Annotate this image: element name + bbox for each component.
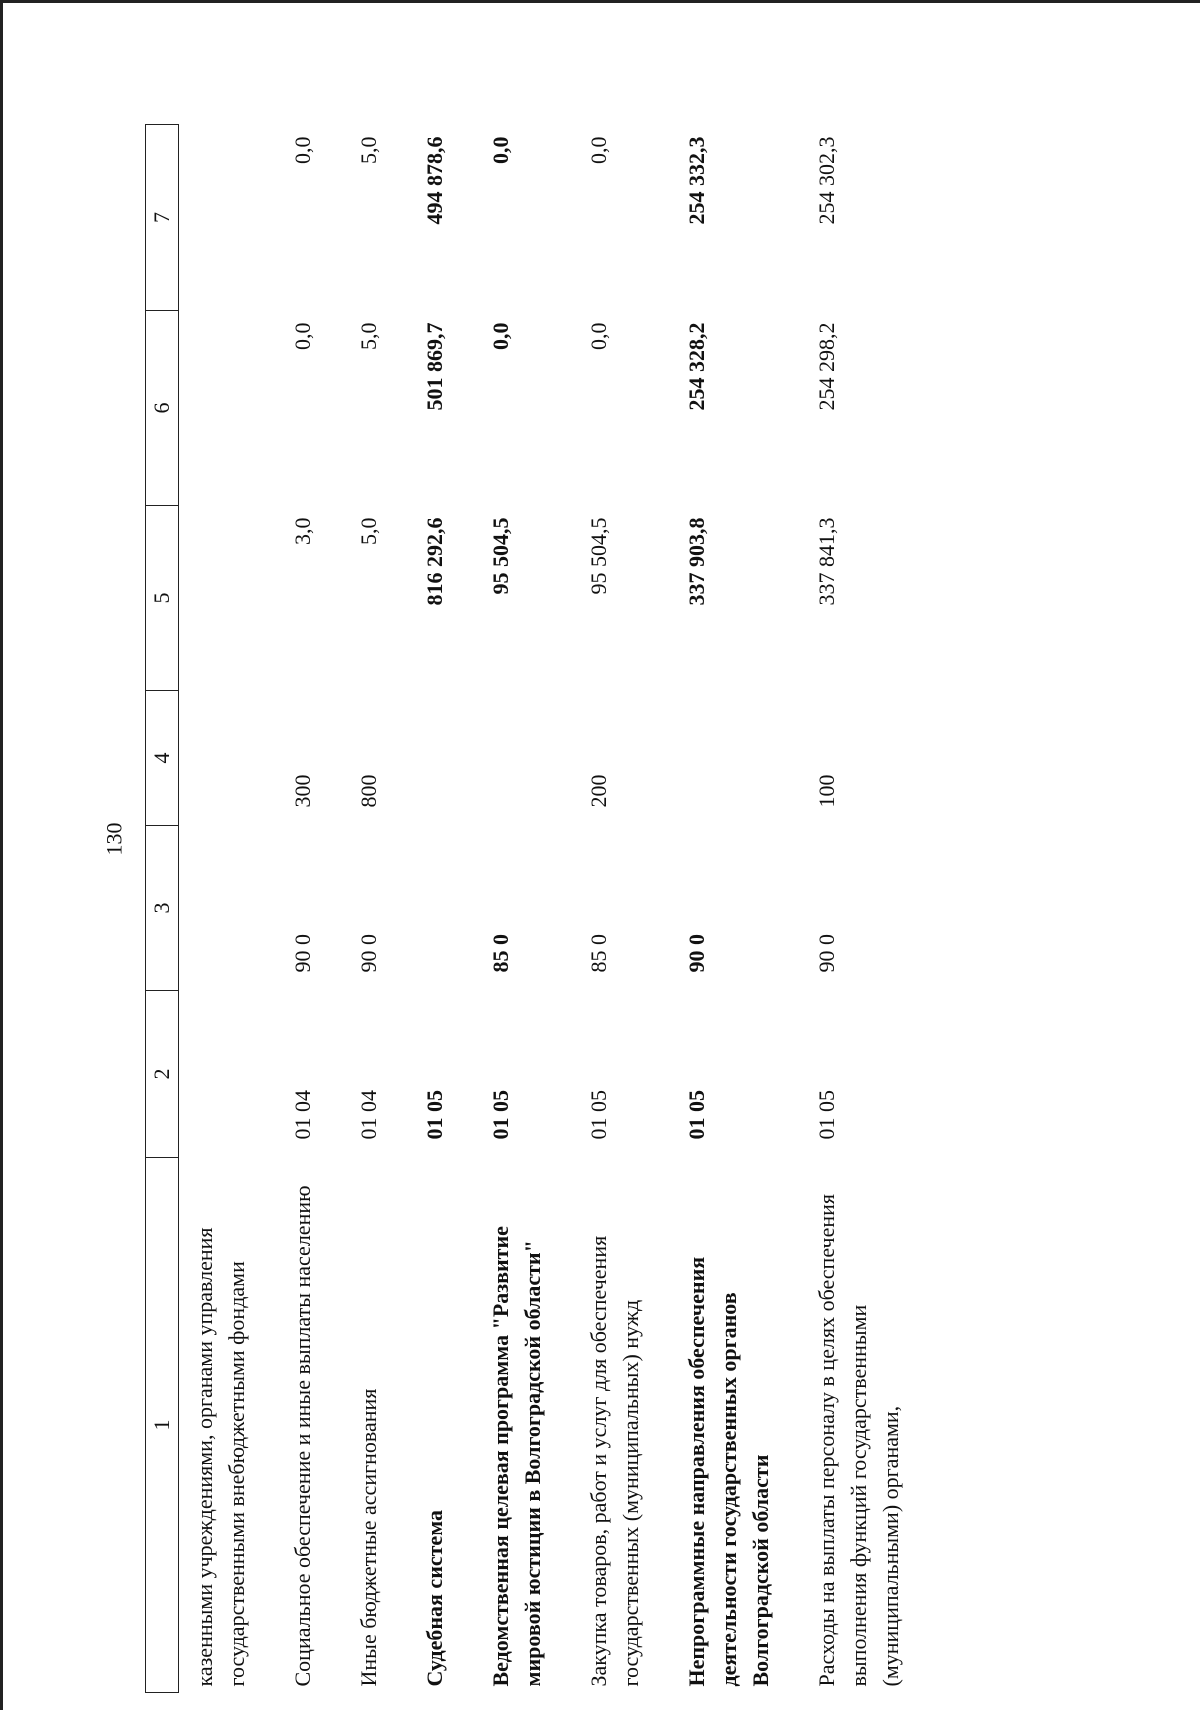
row-amount-col5: 3,0 [290, 517, 315, 545]
page-number: 130 [101, 822, 127, 856]
row-expense-type: 200 [586, 774, 611, 808]
row-amount-col5: 337 841,3 [814, 517, 839, 606]
row-section-code: 01 05 [422, 1090, 447, 1140]
header-cell-5: 5 [146, 506, 179, 691]
row-amount-col5: 337 903,8 [684, 517, 709, 606]
row-section-code: 01 04 [290, 1090, 315, 1140]
row-amount-col7: 254 332,3 [684, 136, 709, 225]
row-section-code: 01 05 [488, 1090, 513, 1140]
row-expense-type: 800 [356, 774, 381, 808]
row-article-code: 90 0 [356, 934, 381, 973]
header-cell-1: 1 [146, 1158, 179, 1693]
scan-edge-top [0, 0, 1200, 3]
row-amount-col7: 5,0 [356, 136, 381, 164]
table-row [331, 125, 397, 1693]
table-row [659, 125, 789, 1693]
row-section-code [179, 991, 266, 1158]
row-section-code: 01 05 [684, 1090, 709, 1140]
table-row [265, 125, 331, 1693]
row-amount-col7: 254 302,3 [814, 136, 839, 225]
table-row [561, 125, 659, 1693]
row-amount-col6: 0,0 [488, 322, 513, 350]
row-name: казенными учреждениями, органами управления государственными внебюджетными фондами [192, 1227, 249, 1687]
row-name: Иные бюджетные ассигнования [356, 1388, 381, 1687]
row-expense-type [659, 691, 789, 826]
row-name: Социальное обеспечение и иные выплаты населению [290, 1185, 315, 1687]
row-amount-col6: 0,0 [586, 322, 611, 350]
row-amount-col7: 0,0 [488, 136, 513, 164]
row-amount-col7: 0,0 [586, 136, 611, 164]
row-amount-col7: 0,0 [290, 136, 315, 164]
row-name: Закупка товаров, работ и услуг для обеспечения государственных (муниципальных) нужд [586, 1235, 643, 1687]
row-amount-col6 [179, 311, 266, 506]
row-amount-col6: 0,0 [290, 322, 315, 350]
row-article-code: 85 0 [488, 934, 513, 973]
row-amount-col5: 816 292,6 [422, 517, 447, 606]
row-amount-col6: 501 869,7 [422, 322, 447, 411]
row-section-code: 01 05 [586, 1090, 611, 1140]
row-article-code [179, 826, 266, 991]
rotated-table-container [145, 63, 1175, 1693]
header-cell-6: 6 [146, 311, 179, 506]
table-row [179, 125, 266, 1693]
row-amount-col7 [179, 125, 266, 311]
row-section-code: 01 04 [356, 1090, 381, 1140]
row-expense-type: 300 [290, 774, 315, 808]
row-article-code: 90 0 [290, 934, 315, 973]
row-name: Судебная система [422, 1509, 447, 1687]
row-article-code [397, 826, 463, 991]
row-expense-type [179, 691, 266, 826]
row-name: Непрограммные направления обеспечения деятельности государственных органов Волгоградской области [684, 1256, 773, 1687]
row-article-code: 90 0 [814, 934, 839, 973]
table-row [463, 125, 561, 1693]
table-row [789, 125, 919, 1693]
row-amount-col6: 5,0 [356, 322, 381, 350]
header-row [146, 125, 179, 1693]
row-article-code: 85 0 [586, 934, 611, 973]
row-amount-col5 [179, 506, 266, 691]
header-cell-4: 4 [146, 691, 179, 826]
scan-edge-left [0, 0, 3, 1710]
row-amount-col7: 494 878,6 [422, 136, 447, 225]
row-expense-type [397, 691, 463, 826]
row-amount-col5: 95 504,5 [488, 517, 513, 595]
row-amount-col6: 254 328,2 [684, 322, 709, 411]
row-name: Ведомственная целевая программа "Развитие мировой юстиции в Волгоградской области" [488, 1226, 545, 1687]
row-section-code: 01 05 [814, 1090, 839, 1140]
row-amount-col5: 5,0 [356, 517, 381, 545]
budget-table [145, 124, 919, 1693]
row-name: Расходы на выплаты персоналу в целях обеспечения выполнения функций государственными (муниципальными) органами, [814, 1193, 903, 1687]
row-article-code: 90 0 [684, 934, 709, 973]
table-row [397, 125, 463, 1693]
row-expense-type: 100 [814, 774, 839, 808]
row-expense-type [463, 691, 561, 826]
header-cell-3: 3 [146, 826, 179, 991]
header-cell-7: 7 [146, 125, 179, 311]
row-amount-col5: 95 504,5 [586, 517, 611, 595]
header-cell-2: 2 [146, 991, 179, 1158]
table-body [179, 125, 920, 1693]
row-amount-col6: 254 298,2 [814, 322, 839, 411]
